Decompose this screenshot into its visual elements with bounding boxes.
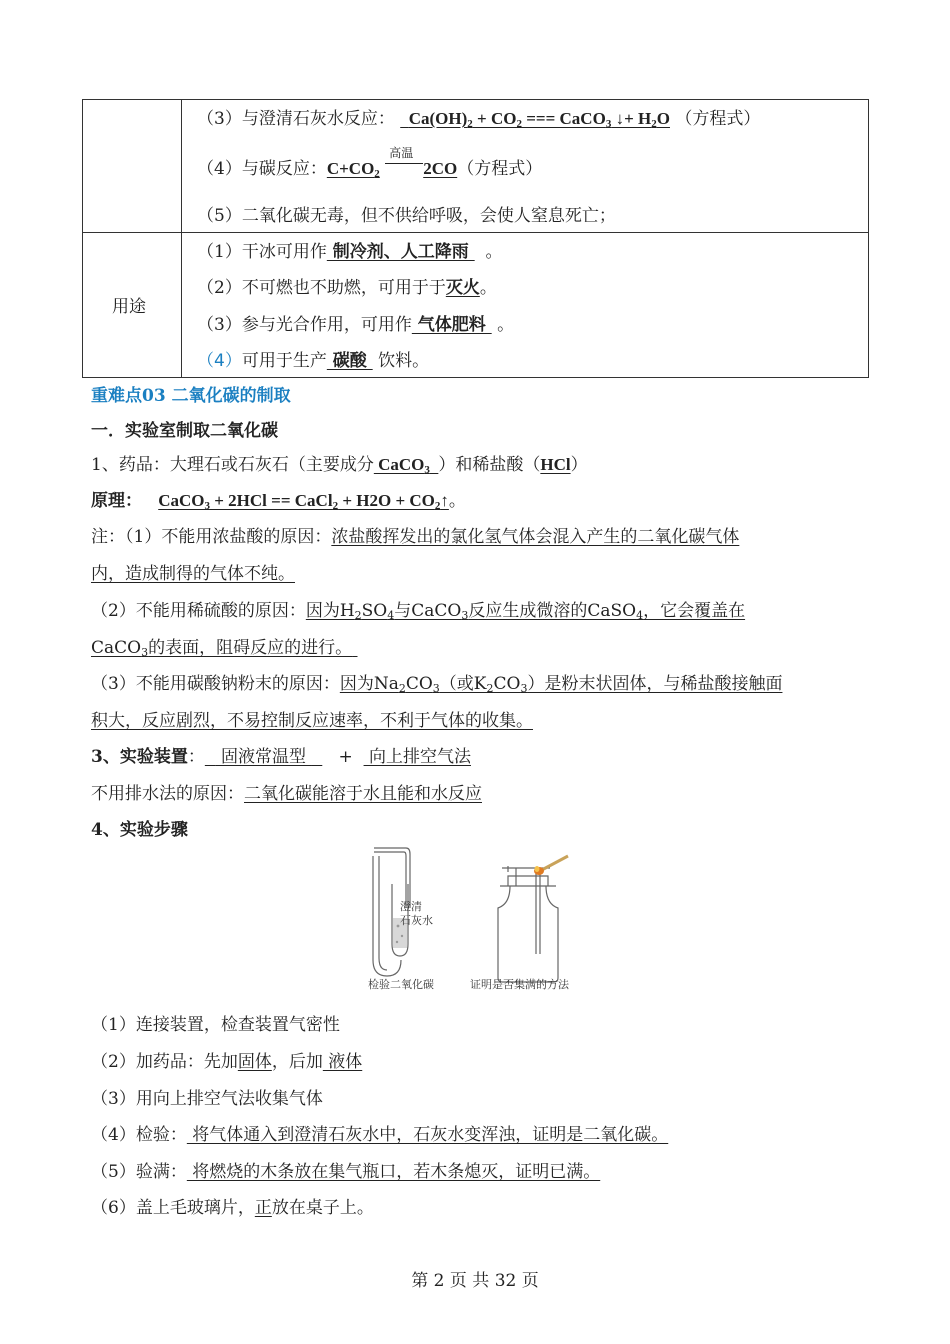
table-row-divider (82, 232, 869, 233)
table-border-top (82, 99, 869, 100)
answer-sodium-carbonate: 因为$Na_2CO_3$（或$K_2CO_3$）是粉末状固体，与稀盐酸接触面 (339, 674, 783, 695)
page-number: 第 2 页 共 32 页 (411, 1271, 539, 1291)
table-border-bottom (82, 377, 869, 378)
drugs-line: 1、药品：大理石或石灰石（主要成分 CaCO$_3$ ）和稀盐酸（HCl） (91, 455, 588, 476)
row-label-uses: 用途 (112, 297, 146, 317)
steps-heading: 4、实验步骤 (91, 820, 188, 840)
step-3: （3）用向上排空气法收集气体 (91, 1089, 323, 1109)
use-gas-fertilizer: （3）参与光合作用，可用作 气体肥料 。 (197, 315, 515, 335)
step-4: （4）检验： 将气体通入到澄清石灰水中，石灰水变浑浊，证明是二氧化碳。 (91, 1125, 669, 1145)
figure-caption-left: 检验二氧化碳 (368, 978, 434, 991)
answer-full-check: 将燃烧的木条放在集气瓶口，若木条熄灭，证明已满。 (186, 1162, 601, 1182)
answer-upright: 正 (254, 1198, 272, 1218)
no-water-line: 不用排水法的原因：二氧化碳能溶于水且能和水反应 (91, 784, 482, 804)
step-1: （1）连接装置，检查装置气密性 (91, 1015, 340, 1035)
principle-line: 原理： CaCO$_3$ + 2HCl == CaCl$_2$ + $H2O + CO_2↑$。 (91, 491, 466, 512)
principle-label: 原理： (91, 491, 142, 511)
answer-liquid: 液体 (322, 1052, 363, 1072)
apparatus-illustration (360, 846, 600, 994)
figure-caption-right: 证明是否集满的方法 (470, 978, 569, 991)
reaction-limewater-line (197, 104, 760, 129)
use-carbonic-acid: （4）可用于生产 碳酸 饮料。 (197, 351, 430, 371)
condition-label: 高温 (389, 145, 414, 160)
apparatus-line: 3、实验装置： 固液常温型 + 向上排空气法 (91, 747, 471, 767)
note-3-line2: 积大，反应剧烈，不易控制反应速率，不利于气体的收集。 (91, 711, 533, 731)
toxicity-note: （5）二氧化碳无毒，但不供给呼吸，会使人窒息死亡； (197, 206, 616, 226)
reaction-carbon-reactants: $C+CO_2$ (326, 159, 380, 180)
note-2-line1: （2）不能用稀硫酸的原因：因为$H_2SO_4$与CaCO$_3$反应生成微溶的CaSO$_4$，它会覆盖在 (91, 601, 746, 622)
answer-apparatus-a: 固液常温型 (215, 747, 312, 767)
answer-fire: 灭火 (445, 278, 480, 298)
answer-carbonic-acid: 碳酸 (326, 351, 373, 371)
answer-test-co2: 将气体通入到澄清石灰水中，石灰水变浑浊，证明是二氧化碳。 (186, 1125, 669, 1145)
step-6: （6）盖上毛玻璃片，正放在桌子上。 (91, 1198, 374, 1218)
apparatus-figure (360, 846, 600, 994)
use-dry-ice: （1）干冰可用作 制冷剂、人工降雨 。 (197, 242, 503, 262)
step-5: （5）验满： 将燃烧的木条放在集气瓶口，若木条熄灭，证明已满。 (91, 1162, 601, 1182)
note-1-line2: 内，造成制得的气体不纯。 (91, 564, 295, 584)
note-1-line1: 注：（1）不能用浓盐酸的原因：浓盐酸挥发出的氯化氢气体会混入产生的二氧化碳气体 (91, 527, 740, 547)
answer-hcl: HCl (540, 455, 571, 474)
reaction-carbon-label: （4）与碳反应： (197, 159, 327, 179)
answer-fertilizer: 气体肥料 (411, 315, 492, 335)
answer-no-water: 二氧化碳能溶于水且能和水反应 (244, 784, 482, 804)
equation-note: （方程式） (457, 159, 543, 179)
answer-refrigerant: 制冷剂、人工降雨 (326, 242, 475, 262)
table-column-divider (181, 99, 182, 378)
answer-conc-hcl: 浓盐酸挥发出的氯化氢气体会混入产生的二氧化碳气体 (331, 527, 740, 547)
note-3-line1: （3）不能用碳酸钠粉末的原因：因为$Na_2CO_3$（或$K_2CO_3$）是粉末状固体，与稀盐酸接触面 (91, 674, 783, 695)
step-2: （2）加药品：先加固体，后加 液体 (91, 1052, 363, 1072)
sub-heading: 一．实验室制取二氧化碳 (91, 421, 278, 441)
table-border-left (82, 99, 83, 378)
principle-equation: CaCO$_3$ + 2HCl == CaCl$_2$ + $H2O + CO_2↑$ (158, 491, 449, 512)
use-fire-extinguish: （2）不可燃也不助燃，可用于于灭火。 (197, 278, 497, 298)
reaction-limewater-label: （3）与澄清石灰水反应： (197, 109, 395, 129)
table-border-right (868, 99, 869, 378)
answer-caco3: CaCO$_3$ (373, 455, 430, 476)
answer-solid: 固体 (237, 1052, 272, 1072)
answer-sulfuric-acid: 因为$H_2SO_4$与CaCO$_3$反应生成微溶的CaSO$_4$，它会覆盖在 (305, 601, 746, 622)
equation-note: （方程式） (675, 109, 761, 129)
answer-apparatus-b: 向上排空气法 (363, 747, 471, 767)
figure-label-limewater: 澄清 石灰水 (400, 900, 433, 927)
reaction-carbon-product: 2CO (423, 159, 458, 178)
high-temp-condition (385, 145, 423, 179)
note-2-line2: CaCO$_3$的表面，阻碍反应的进行。 (91, 638, 353, 659)
apparatus-label: 3、实验装置 (91, 747, 188, 767)
reaction-limewater-equation: $Ca(OH)_2 + CO_2$ === CaCO$_3$ ↓+ $H_2O$ (408, 109, 670, 130)
section-heading: 重难点03 二氧化碳的制取 (91, 386, 291, 406)
reaction-carbon-line (197, 145, 543, 180)
